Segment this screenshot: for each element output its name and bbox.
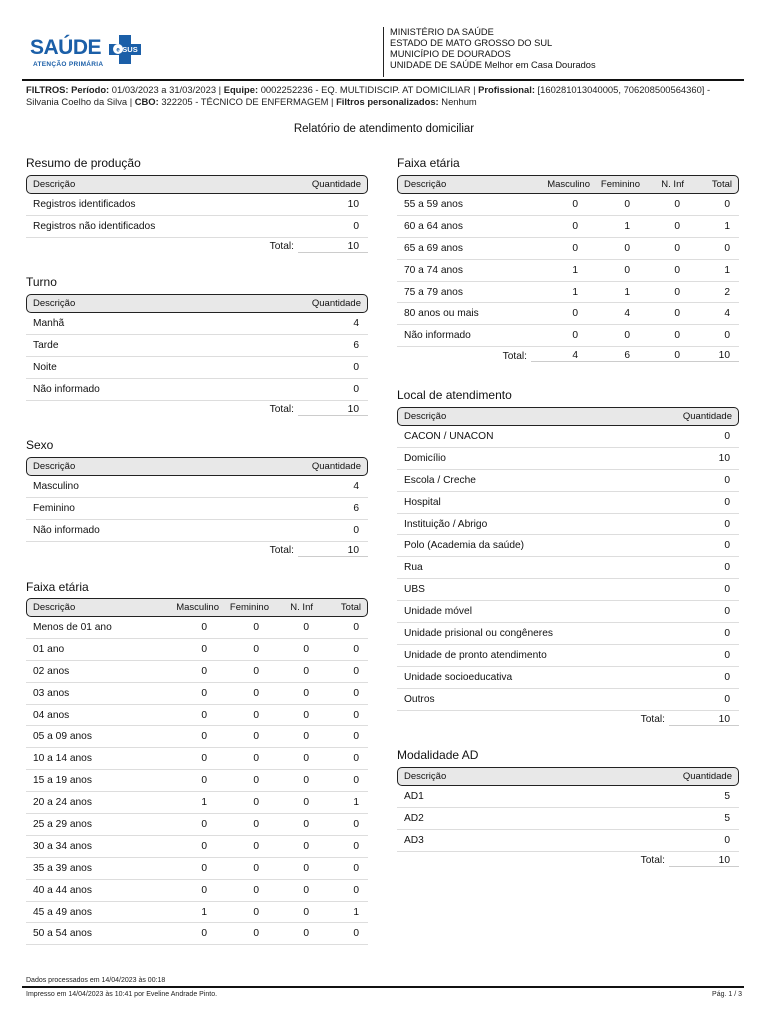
table-row [397, 514, 739, 536]
row-description: Não informado [33, 383, 100, 395]
row-value-t: 0 [724, 242, 730, 254]
row-value-m: 1 [572, 286, 578, 298]
table-row [397, 448, 739, 470]
row-value-m: 0 [201, 665, 207, 677]
row-description: Registros não identificados [33, 220, 156, 232]
section-title-local: Local de atendimento [397, 388, 512, 402]
row-value-m: 1 [572, 264, 578, 276]
row-quantity: 0 [724, 834, 730, 846]
table-header: Descrição Masculino Feminino N. Inf Total [26, 598, 368, 617]
row-value-t: 0 [353, 665, 359, 677]
row-value-t: 0 [353, 862, 359, 874]
row-description: Rua [404, 562, 423, 574]
row-value-f: 0 [624, 198, 630, 210]
row-value-m: 1 [201, 797, 207, 809]
row-value-f: 0 [253, 818, 259, 830]
row-description: 30 a 34 anos [33, 840, 92, 852]
row-quantity: 0 [353, 383, 359, 395]
row-quantity: 0 [724, 649, 730, 661]
row-value-m: 0 [572, 220, 578, 232]
row-quantity: 0 [724, 540, 730, 552]
footer-divider [22, 986, 744, 988]
table-row [26, 520, 368, 542]
table-row [26, 748, 368, 770]
section-title-faixa-etaria: Faixa etária [26, 580, 89, 594]
row-description: Unidade socioeducativa [404, 671, 513, 683]
row-value-m: 0 [201, 687, 207, 699]
header-divider [22, 79, 744, 81]
row-value-t: 0 [724, 198, 730, 210]
table-row [397, 535, 739, 557]
row-value-n: 0 [303, 884, 309, 896]
row-description: 80 anos ou mais [404, 308, 479, 320]
table-header: Descrição Masculino Feminino N. Inf Total [397, 175, 739, 194]
row-value-f: 0 [253, 797, 259, 809]
row-value-n: 0 [303, 753, 309, 765]
table-row [397, 623, 739, 645]
logo-word: SAÚDE [30, 36, 102, 59]
total-row: Total: 4 6 0 10 [397, 347, 739, 365]
table-row [26, 902, 368, 924]
table-row [397, 579, 739, 601]
row-value-f: 0 [253, 709, 259, 721]
institution-block [383, 27, 596, 77]
row-value-n: 0 [303, 775, 309, 787]
table-row [26, 770, 368, 792]
row-value-n: 0 [674, 198, 680, 210]
table-row [397, 689, 739, 711]
row-value-t: 1 [724, 220, 730, 232]
row-description: Unidade móvel [404, 606, 472, 618]
row-quantity: 5 [724, 812, 730, 824]
institution-line: MINISTÉRIO DA SAÚDE [390, 27, 494, 37]
row-value-n: 0 [674, 220, 680, 232]
row-value-f: 0 [253, 731, 259, 743]
table-row [397, 557, 739, 579]
svg-text:e: e [116, 47, 120, 54]
table-faixa-etaria-2 [397, 175, 739, 365]
row-quantity: 5 [724, 790, 730, 802]
institution-line: ESTADO DE MATO GROSSO DO SUL [390, 38, 553, 48]
row-description: 35 a 39 anos [33, 862, 92, 874]
row-quantity: 0 [353, 361, 359, 373]
row-quantity: 6 [353, 339, 359, 351]
row-value-f: 0 [253, 928, 259, 940]
row-value-f: 0 [624, 264, 630, 276]
table-row [26, 814, 368, 836]
row-description: Unidade prisional ou congêneres [404, 627, 553, 639]
table-row [397, 808, 739, 830]
row-description: Tarde [33, 339, 59, 351]
table-row [397, 601, 739, 623]
row-description: Não informado [404, 330, 471, 342]
row-quantity: 6 [353, 502, 359, 514]
row-quantity: 0 [724, 562, 730, 574]
row-quantity: 0 [724, 627, 730, 639]
row-value-n: 0 [303, 840, 309, 852]
row-value-f: 0 [253, 906, 259, 918]
row-value-t: 1 [353, 797, 359, 809]
page-number: Pág. 1 / 3 [712, 991, 742, 998]
row-value-n: 0 [303, 665, 309, 677]
row-value-m: 0 [201, 731, 207, 743]
row-description: 55 a 59 anos [404, 198, 463, 210]
row-value-n: 0 [674, 264, 680, 276]
table-row [26, 379, 368, 401]
table-row [26, 498, 368, 520]
table-row [397, 238, 739, 260]
row-value-t: 0 [353, 928, 359, 940]
table-row [26, 792, 368, 814]
row-description: 05 a 09 anos [33, 731, 92, 743]
row-description: 15 a 19 anos [33, 775, 92, 787]
table-row [26, 683, 368, 705]
row-value-t: 0 [353, 731, 359, 743]
saude-sus-logo [30, 34, 180, 74]
row-description: Feminino [33, 502, 75, 514]
table-header: Descrição Quantidade [26, 457, 368, 476]
table-row [397, 667, 739, 689]
table-row [26, 194, 368, 216]
row-value-t: 0 [724, 330, 730, 342]
table-row [397, 260, 739, 282]
row-value-n: 0 [303, 731, 309, 743]
row-value-t: 0 [353, 643, 359, 655]
table-resumo [26, 175, 368, 256]
row-description: Noite [33, 361, 57, 373]
table-row [26, 880, 368, 902]
table-header: Descrição Quantidade [26, 294, 368, 313]
row-value-f: 0 [253, 687, 259, 699]
row-value-m: 0 [201, 818, 207, 830]
row-quantity: 0 [724, 584, 730, 596]
row-value-m: 0 [201, 928, 207, 940]
row-description: 10 a 14 anos [33, 753, 92, 765]
row-value-t: 0 [353, 775, 359, 787]
row-description: Unidade de pronto atendimento [404, 649, 547, 661]
total-row: Total: 10 [397, 852, 739, 870]
row-description: Escola / Creche [404, 474, 476, 486]
row-value-n: 0 [674, 308, 680, 320]
row-value-m: 1 [201, 906, 207, 918]
row-value-n: 0 [303, 818, 309, 830]
row-quantity: 4 [353, 317, 359, 329]
row-quantity: 0 [724, 693, 730, 705]
row-description: Outros [404, 693, 435, 705]
row-description: AD1 [404, 790, 424, 802]
table-row [26, 705, 368, 727]
row-description: Manhã [33, 317, 65, 329]
table-row [397, 470, 739, 492]
sus-cross-icon [108, 34, 142, 64]
table-row [26, 216, 368, 238]
row-value-t: 0 [353, 687, 359, 699]
row-quantity: 0 [353, 220, 359, 232]
row-value-t: 0 [353, 621, 359, 633]
logo-badge: SUS [122, 45, 138, 54]
table-row [26, 858, 368, 880]
row-description: 03 anos [33, 687, 70, 699]
row-value-m: 0 [201, 643, 207, 655]
row-value-n: 0 [303, 643, 309, 655]
row-value-t: 4 [724, 308, 730, 320]
table-turno [26, 294, 368, 419]
table-row [26, 476, 368, 498]
table-row [397, 282, 739, 304]
row-quantity: 10 [718, 452, 730, 464]
section-title-modalidade: Modalidade AD [397, 748, 479, 762]
institution-line: UNIDADE DE SAÚDE Melhor em Casa Dourados [390, 60, 596, 70]
row-description: UBS [404, 584, 425, 596]
row-value-f: 0 [253, 775, 259, 787]
section-title-sexo: Sexo [26, 438, 54, 452]
row-description: Masculino [33, 480, 79, 492]
row-description: AD3 [404, 834, 424, 846]
printed-note: Impresso em 14/04/2023 às 10:41 por Eveline Andrade Pinto. [26, 991, 218, 998]
row-description: Instituição / Abrigo [404, 518, 488, 530]
row-description: Polo (Academia da saúde) [404, 540, 525, 552]
row-value-n: 0 [674, 242, 680, 254]
row-description: 75 a 79 anos [404, 286, 463, 298]
filters-block: FILTROS: Período: 01/03/2023 a 31/03/2023 | Equipe: 0002252236 - EQ. MULTIDISCIP. AT DOMICILIAR | Profissional: [160281013040005, 706208500564360] - Silvania Coelho da Silva | CBO: 322205 - TÉCNICO DE ENFERMAGEM | Filtros personalizados: Nenhum [26, 84, 711, 107]
report-title: Relatório de atendimento domiciliar [293, 123, 475, 135]
section-title-faixa-etaria: Faixa etária [397, 156, 460, 170]
row-value-m: 0 [572, 242, 578, 254]
row-value-n: 0 [303, 906, 309, 918]
row-value-f: 0 [253, 862, 259, 874]
table-row [397, 303, 739, 325]
table-row [397, 194, 739, 216]
row-quantity: 0 [724, 671, 730, 683]
row-quantity: 0 [724, 496, 730, 508]
section-title-turno: Turno [26, 275, 57, 289]
logo-subtitle: ATENÇÃO PRIMÁRIA [33, 61, 104, 68]
table-local [397, 407, 739, 729]
row-value-m: 0 [201, 621, 207, 633]
table-row [26, 661, 368, 683]
row-value-t: 1 [724, 264, 730, 276]
total-row: Total: 10 [26, 401, 368, 419]
row-value-t: 1 [353, 906, 359, 918]
row-description: 20 a 24 anos [33, 797, 92, 809]
row-description: 60 a 64 anos [404, 220, 463, 232]
row-description: 70 a 74 anos [404, 264, 463, 276]
row-quantity: 0 [724, 606, 730, 618]
row-quantity: 0 [353, 524, 359, 536]
row-value-f: 0 [253, 840, 259, 852]
table-row [26, 335, 368, 357]
row-value-m: 0 [201, 753, 207, 765]
row-quantity: 4 [353, 480, 359, 492]
row-quantity: 10 [347, 198, 359, 210]
row-value-m: 0 [201, 840, 207, 852]
row-value-t: 0 [353, 753, 359, 765]
table-row [397, 786, 739, 808]
row-description: 25 a 29 anos [33, 818, 92, 830]
row-value-f: 0 [253, 753, 259, 765]
table-header: Descrição Quantidade [397, 767, 739, 786]
row-value-f: 0 [624, 330, 630, 342]
row-value-m: 0 [572, 198, 578, 210]
row-value-n: 0 [674, 330, 680, 342]
table-header: Descrição Quantidade [397, 407, 739, 426]
table-row [397, 645, 739, 667]
row-quantity: 0 [724, 430, 730, 442]
table-sexo [26, 457, 368, 560]
row-value-f: 0 [253, 621, 259, 633]
table-modalidade [397, 767, 739, 870]
total-row: Total: 10 [397, 711, 739, 729]
row-description: Registros identificados [33, 198, 136, 210]
table-row [397, 492, 739, 514]
total-row: Total: 10 [26, 238, 368, 256]
row-value-f: 0 [253, 884, 259, 896]
row-description: 65 a 69 anos [404, 242, 463, 254]
row-description: 01 ano [33, 643, 65, 655]
section-title-resumo: Resumo de produção [26, 156, 141, 170]
row-value-m: 0 [572, 330, 578, 342]
row-value-n: 0 [303, 687, 309, 699]
row-value-f: 0 [253, 665, 259, 677]
row-description: 04 anos [33, 709, 70, 721]
row-value-m: 0 [201, 884, 207, 896]
row-description: AD2 [404, 812, 424, 824]
processed-note: Dados processados em 14/04/2023 às 00:18 [26, 977, 166, 984]
table-row [26, 617, 368, 639]
table-header: Descrição Quantidade [26, 175, 368, 194]
row-value-f: 0 [253, 643, 259, 655]
row-value-t: 2 [724, 286, 730, 298]
table-row [26, 639, 368, 661]
row-value-n: 0 [303, 621, 309, 633]
row-value-t: 0 [353, 884, 359, 896]
row-description: 45 a 49 anos [33, 906, 92, 918]
table-row [397, 325, 739, 347]
row-value-f: 1 [624, 220, 630, 232]
row-value-t: 0 [353, 818, 359, 830]
row-value-f: 4 [624, 308, 630, 320]
row-quantity: 0 [724, 474, 730, 486]
table-row [397, 216, 739, 238]
row-value-n: 0 [303, 928, 309, 940]
row-value-n: 0 [303, 862, 309, 874]
row-value-f: 0 [624, 242, 630, 254]
table-row [26, 726, 368, 748]
row-value-n: 0 [303, 797, 309, 809]
row-description: Menos de 01 ano [33, 621, 112, 633]
report-header [22, 24, 744, 80]
table-row [26, 923, 368, 945]
institution-line: MUNICÍPIO DE DOURADOS [390, 49, 511, 59]
row-value-m: 0 [201, 862, 207, 874]
table-faixa-etaria-1 [26, 598, 368, 945]
table-row [26, 836, 368, 858]
row-value-n: 0 [674, 286, 680, 298]
table-row [26, 313, 368, 335]
row-value-t: 0 [353, 709, 359, 721]
row-value-t: 0 [353, 840, 359, 852]
row-description: 50 a 54 anos [33, 928, 92, 940]
row-value-m: 0 [572, 308, 578, 320]
row-value-n: 0 [303, 709, 309, 721]
row-value-m: 0 [201, 775, 207, 787]
table-row [397, 830, 739, 852]
row-description: Hospital [404, 496, 441, 508]
table-row [397, 426, 739, 448]
row-description: CACON / UNACON [404, 430, 494, 442]
row-value-f: 1 [624, 286, 630, 298]
row-quantity: 0 [724, 518, 730, 530]
total-row: Total: 10 [26, 542, 368, 560]
row-description: 40 a 44 anos [33, 884, 92, 896]
row-description: Domicílio [404, 452, 446, 464]
table-row [26, 357, 368, 379]
row-description: Não informado [33, 524, 100, 536]
row-description: 02 anos [33, 665, 70, 677]
row-value-m: 0 [201, 709, 207, 721]
